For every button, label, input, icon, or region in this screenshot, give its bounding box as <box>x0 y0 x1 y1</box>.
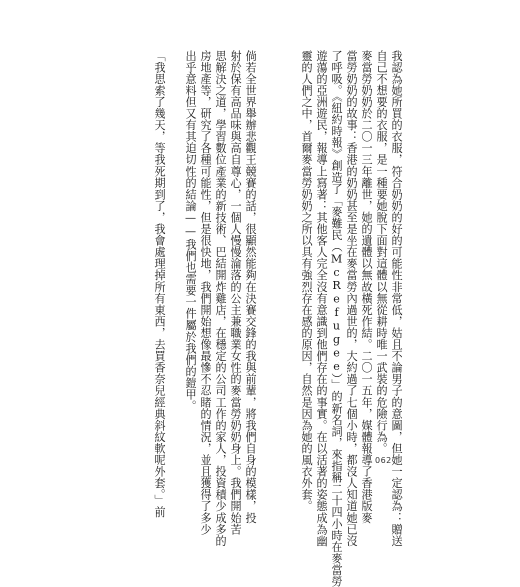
text-column-1: 我認為她所買的衣服，符合奶奶的好的可能性非常低，姑且不論男子的意圖，但她一定認為：贈送 <box>390 50 403 547</box>
text-column-4: 當勞奶奶的故事：香港的奶奶甚至是坐在麥當勞內過世的，大約過了七個小時，都沒人知道她已沒 <box>345 50 358 547</box>
text-column-11: 房地產等，研究了各種可能性，但是很快地，我們開始想像最慘不忍睹的情況，並且獲得了多少 <box>199 50 212 536</box>
text-column-6: 遊蕩的亞洲遊民，報導上寫著：其他客人完全沒有意識到他們存在的事實。在以活著的姿態成為幽 <box>315 50 328 547</box>
text-column-10: 思解決之道，學習數位產業的新技術、巴結開炸雞店，在穩定的公司工作的家人，投資積少成多的 <box>214 50 227 547</box>
text-column-12: 出乎意料但又有其迫切性的結論——我們也需要一件屬於我們的鎧甲。 <box>184 50 197 412</box>
text-column-8: 倘若全世界舉辦悲觀王競賽的話，很顯然能夠在決賽交鋒的我與前輩，將我們自身的模樣，投 <box>244 50 257 524</box>
text-column-9: 射於保有高品味與高自尊心，一個人慢慢淪落的公主兼職業女性的麥當勞奶奶身上。我們開始苦 <box>229 50 242 536</box>
text-column-3: 麥當勞奶奶於二〇一三年離世，她的遺體以無故橫死作結。二〇一五年，媒體報導了香港版麥 <box>360 50 373 524</box>
page-number: 062 <box>375 456 392 465</box>
text-column-7: 靈的人們之中，首爾麥當勞奶奶之所以具有強烈存在感的原因，自然是因為她的風衣外套。 <box>300 50 313 512</box>
text-column-13: 「我思索了幾天，等我死期到了，我會處理掉所有東西，去買香奈兒經典斜紋軟呢外套。」前 <box>153 50 166 518</box>
text-column-2: 自己不想要的衣服，是一種要她脫下面對這體以無從耕時唯一武裝的危險行為。 <box>375 50 388 455</box>
text-column-5: 了呼吸。《紐約時報》創造了「麥難民（McRefugee）」的新名詞，來指稱二十四小時在麥當勞 <box>330 50 343 587</box>
